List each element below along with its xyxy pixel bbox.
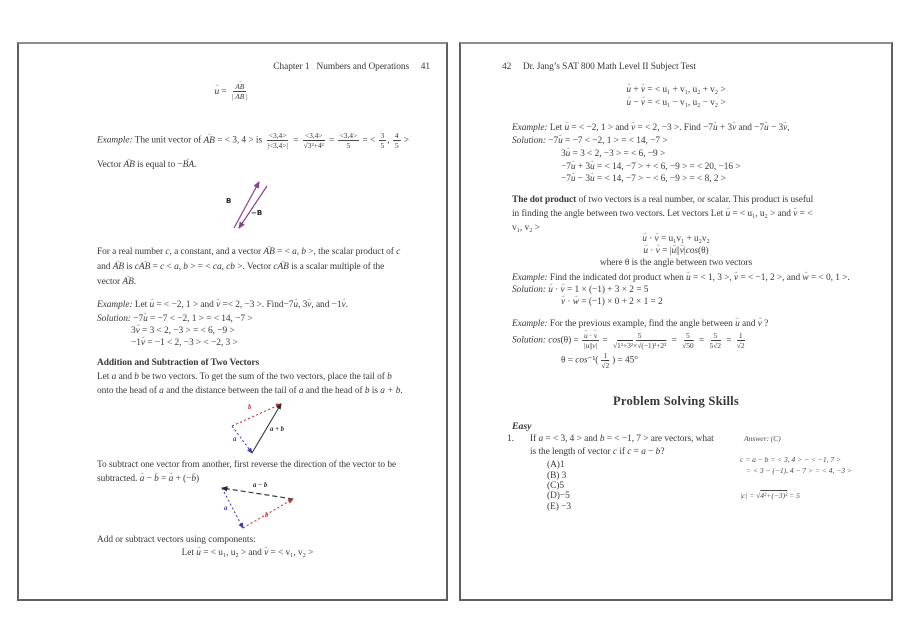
label-a: a xyxy=(224,505,228,512)
addsub-heading: Addition and Subtraction of Two Vectors xyxy=(97,358,260,368)
unit-vector-formula: u → = $\frac{AB \to}{| AB \to |}$ xyxy=(19,82,446,101)
dot-example-line2: Solution: u → · v → = 1 × (−1) + 3 × 2 = 5 xyxy=(512,285,648,297)
question-line1: If a = < 3, 4 > and b = < −1, 7 > are vectors, what xyxy=(530,434,714,444)
sum-formula-line2: u → − v → = < u₁ − v₁, u₂ − v₂ > xyxy=(461,98,891,110)
angle-example-line3: θ = cos⁻¹( 1 √ 2 ) = 45° xyxy=(561,351,638,370)
sum-example-line3: 3u → = 3 < 2, −3 > = < 6, −9 > xyxy=(561,149,665,161)
angle-example-line2: Solution: cos(θ) = $\frac{u \to \cdot v \to}{|u \to||v \to|}$ = 5 √ 1²+3²× √ (−1)²+2² = 5 √ 50 = $\frac{5}{5 √ 2}$ = 1 √ 2 xyxy=(512,331,748,350)
problem-solving-skills-heading: Problem Solving Skills xyxy=(613,394,739,408)
scalar-example-line2: Solution: −7u → = −7 < −2, 1 > = < 14, −7 > xyxy=(97,314,253,326)
choice-c: (C)5 xyxy=(547,481,564,491)
label-neg-B: −B xyxy=(251,209,263,217)
question-number: 1. xyxy=(507,434,514,444)
vector-B-arrow xyxy=(234,182,259,228)
left-page-header: Chapter 1 Numbers and Operations 41 xyxy=(273,62,430,72)
dot-product-line2: in finding the angle between two vectors. Let vectors Let u → = < u₁, u₂ > and v → = < xyxy=(512,209,812,221)
dot-example-line3: v → · w → = (−1) × 0 + 2 × 1 = 2 xyxy=(561,297,663,309)
scalar-example-line3: 3v → = 3 < 2, −3 > = < 6, −9 > xyxy=(131,326,235,338)
components-line: Add or subtract vectors using components: xyxy=(97,535,256,545)
sum-example-line2: Solution: −7u → = −7 < −2, 1 > = < 14, −7 > xyxy=(512,136,668,148)
sum-example-line1: Example: Let u → = < −2, 1 > and v → = < 2, −3 >. Find −7u → + 3v → and −7u → − 3v →, xyxy=(512,123,790,135)
figure-vector-addition xyxy=(224,396,314,462)
answer-work-line1: c = a − b = < 3, 4 > − < −1, 7 > xyxy=(740,455,842,464)
scalar-product-line1: For a real number c, a constant, and a vector AB → = < a, b >, the scalar product of c xyxy=(97,247,400,259)
dot-formula-line1: u → · v → = u₁v₁ + u₂v₂ xyxy=(461,234,891,246)
dot-formula-line2: u → · v → = |u →||v →|cos(θ) xyxy=(461,246,891,258)
book-page-left xyxy=(17,42,448,601)
label-a-plus-b: a + b xyxy=(270,426,285,433)
vector-b-arrow xyxy=(232,404,281,426)
book-page-right xyxy=(459,42,893,601)
label-B: B xyxy=(226,197,232,205)
dot-product-line3: v₁, v₂ > xyxy=(512,223,540,233)
sum-example-line5: −7u → − 3u → = < 14, −7 > − < 6, −9 > = < 8, 2 > xyxy=(561,174,726,186)
label-a: a xyxy=(233,436,237,443)
sum-example-line4: −7u → + 3u → = < 14, −7 > + < 6, −9 > = < 20, −16 > xyxy=(561,162,741,174)
addsub-para-line1: Let a and b be two vectors. To get the sum of the two vectors, place the tail of b xyxy=(97,372,392,382)
sum-formula-line1: u → + v → = < u₁ + v₁, u₂ + v₂ > xyxy=(461,85,891,97)
unit-vector-example: Example: The unit vector of AB → = < 3, 4 > is $\frac{<3,4>}{|<3,4>|}$ = <3,4> √ 3²+4² = $\frac{<3,4>}{5}$ = < $\frac{3}{5}$ , $\frac{4}{5}$ > xyxy=(97,131,409,150)
scalar-example-line1: Example: Let u → = < −2, 1 > and v → =< 2, −3 >. Find−7u →, 3v →, and −1v →. xyxy=(97,300,348,312)
components-formula: Let u → = < u₁, u₂ > and v → = < v₁, v₂ > xyxy=(49,548,446,560)
choice-e: (E) −3 xyxy=(547,502,571,512)
dot-product-line1: The dot product of two vectors is a real number, or scalar. This product is useful xyxy=(512,195,814,205)
choice-d: (D)−5 xyxy=(547,491,570,501)
figure-vector-subtraction xyxy=(211,480,316,538)
difficulty-label: Easy xyxy=(512,421,532,432)
addsub-para-line2: onto the head of a and the distance between the tail of a and the head of b is a + b. xyxy=(97,386,403,396)
subtract-para-line1: To subtract one vector from another, first reverse the direction of the vector to be xyxy=(97,460,397,470)
label-b: b xyxy=(265,512,269,519)
vector-diff-arrow xyxy=(222,488,293,499)
vector-equal-line: Vector AB → is equal to −BA →. xyxy=(97,160,196,172)
answer-work-line2: = < 3 − (−1), 4 − 7 > = < 4, −3 > xyxy=(746,466,852,475)
figure-parallel-vectors xyxy=(214,174,294,244)
scalar-example-line4: −1v → = −1 < 2, −3 > < −2, 3 > xyxy=(131,338,238,350)
choice-b: (B) 3 xyxy=(547,471,567,481)
answer-label: Answer: (C) xyxy=(744,434,781,443)
dot-formula-line3: where θ is the angle between two vectors xyxy=(599,258,753,268)
answer-work-line3: |c| = √ 4²+(−3)² = 5 xyxy=(740,491,800,500)
label-a-minus-b: a − b xyxy=(253,482,268,489)
choice-a: (A)1 xyxy=(547,460,565,470)
question-line2: is the length of vector c if c = a − b? xyxy=(530,447,665,457)
scalar-product-line3: vector AB →. xyxy=(97,277,136,289)
dot-example-line1: Example: Find the indicated dot product when u → = < 1, 3 >, v → = < −1, 2 >, and w → = < 0, 1 >. xyxy=(512,273,850,285)
subtract-para-line2: subtracted. a → − b → = a → + (−b →) xyxy=(97,474,199,486)
right-page-header: 42 Dr. Jang’s SAT 800 Math Level II Subject Test xyxy=(502,62,696,72)
scalar-product-line2: and AB → is cAB → = c < a, b > = < ca, cb >. Vector cAB → is a scalar multiple of the xyxy=(97,262,384,274)
label-b: b xyxy=(248,404,252,411)
angle-example-line1: Example: For the previous example, find the angle between u → and v → ? xyxy=(512,319,768,331)
